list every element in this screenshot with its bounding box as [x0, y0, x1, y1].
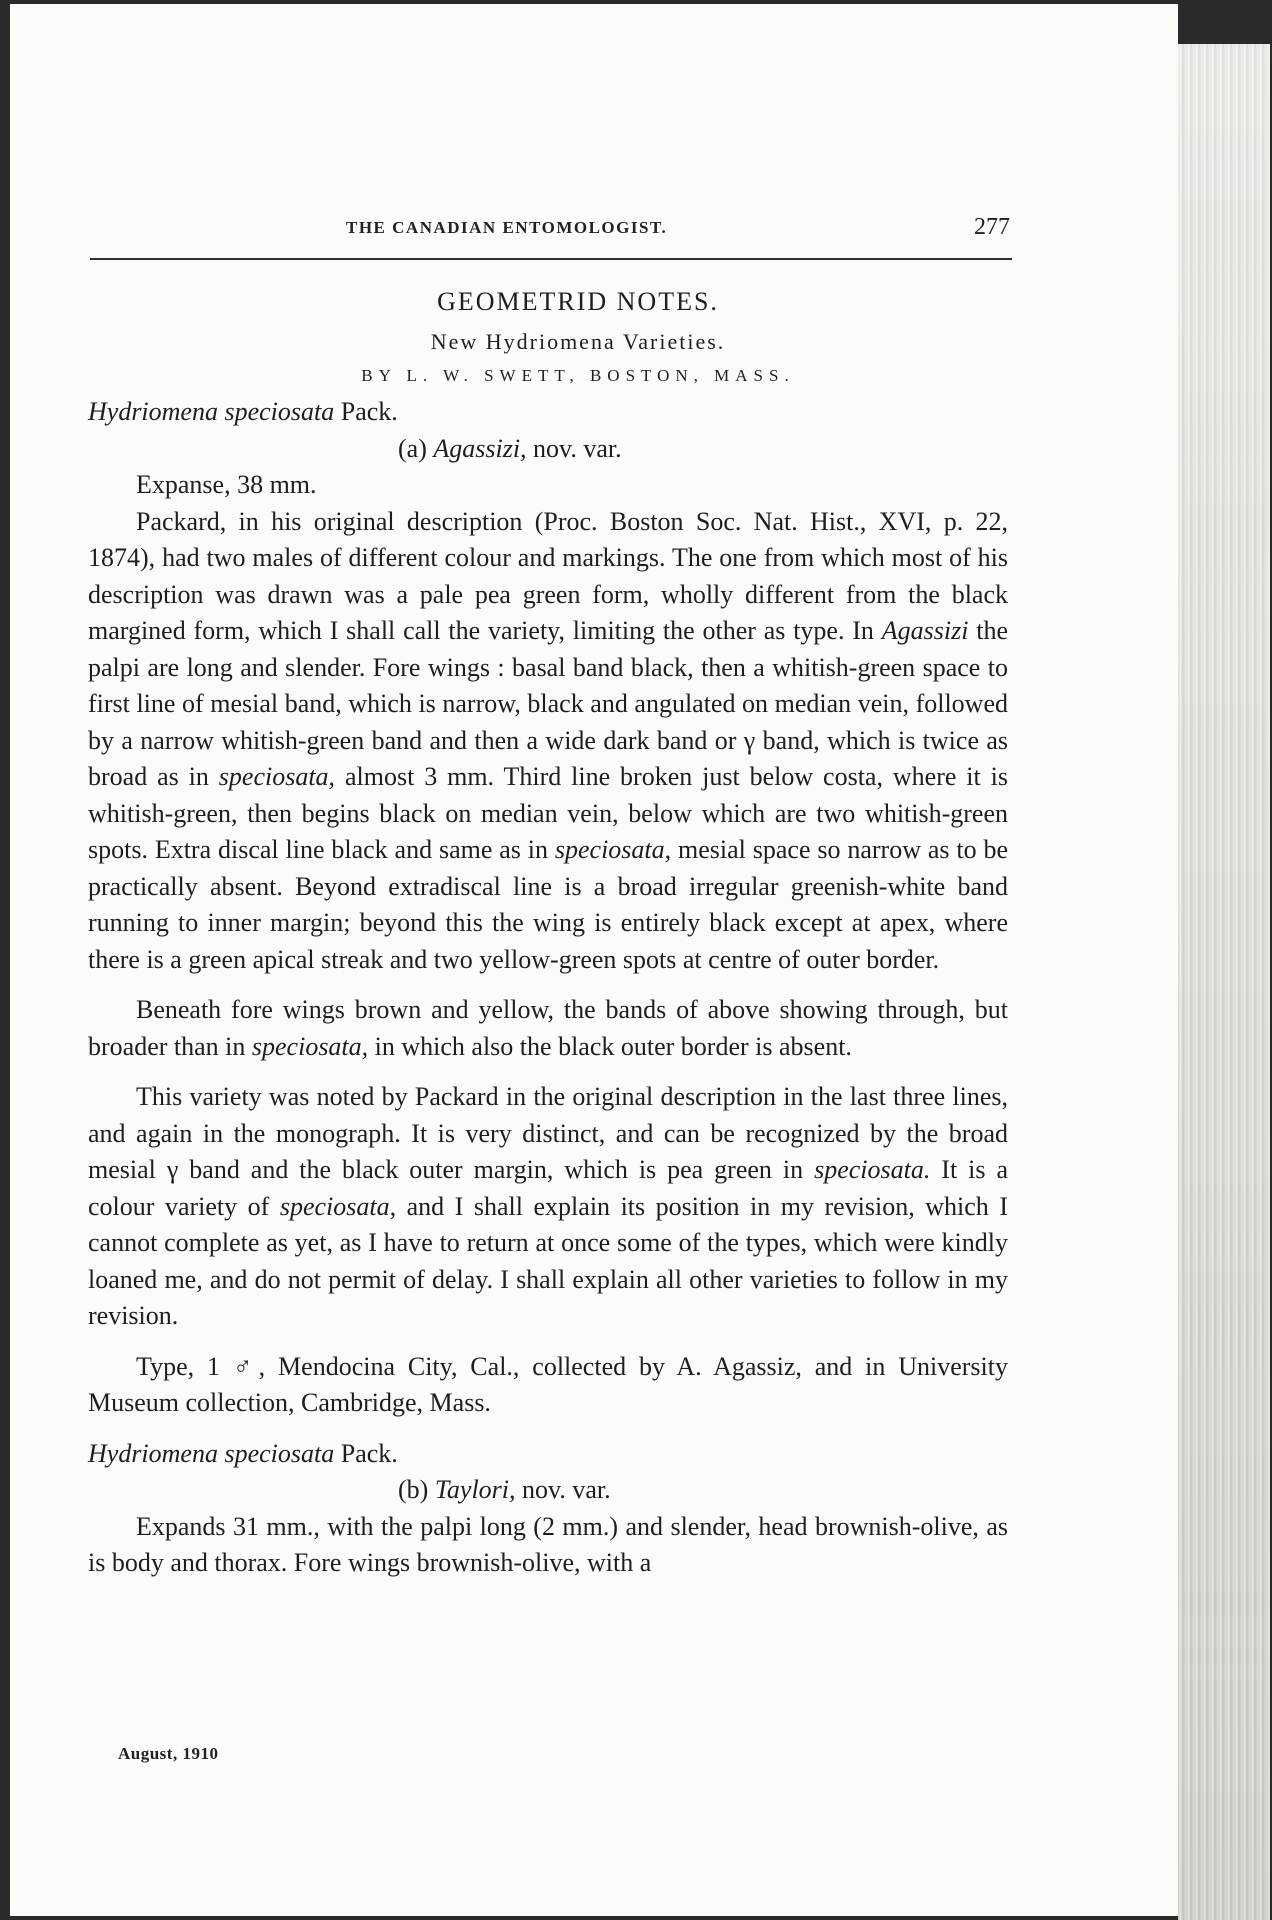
text-run: It is a colour variety of: [88, 1155, 1009, 1221]
variety-name: Taylori,: [434, 1475, 516, 1504]
paragraph-gap: [88, 1422, 1008, 1436]
paragraph-gap: [88, 1065, 1008, 1079]
italic-run: Agassizi: [881, 616, 969, 645]
paragraph-gap: [88, 978, 1008, 992]
text-run: almost 3 mm. Third line broken just below costa, where it is whitish-green, then begins black on median vein, below which are two whitish-green spots. Extra discal line black and same as in: [88, 762, 1008, 864]
book-page-edges: [1178, 44, 1270, 1920]
species-name: Hydriomena speciosata: [88, 1438, 335, 1468]
italic-run: speciosata,: [218, 762, 336, 791]
article-subtitle: New Hydriomena Varieties.: [430, 329, 726, 354]
variety-heading-a: [88, 431, 1008, 468]
text-run: mesial space so narrow as to be practically absent. Beyond extradiscal line is a broad irregular greenish-white band running to inner margin; beyond this the wing is entirely black except at apex, where there is a green apical streak and two yellow-green spots at centre of outer border.: [88, 835, 1009, 974]
variety-prefix: (a): [398, 433, 427, 463]
text-run: Packard, in his original description (Proc. Boston Soc. Nat. Hist., XVI, p. 22, 1874), had two males of different colour and markings. The one from which most of his description was drawn was a pale pea green form, wholly different from the black margined form, which I shall call the variety, limiting the other as type. In: [88, 506, 1008, 645]
book-page: [10, 4, 1178, 1916]
variety-suffix: nov. var.: [533, 433, 622, 463]
page-number: 277: [974, 214, 1010, 240]
paragraph-variety-note: [88, 1079, 1008, 1335]
italic-run: speciosata.: [814, 1155, 931, 1184]
paragraph-description: [88, 504, 1008, 979]
page-header: [90, 214, 1010, 252]
header-rule: [90, 258, 1012, 260]
paragraph-taylori: Expands 31 mm., with the palpi long (2 mm.) and slender, head brownish-olive, as is body and thorax. Fore wings brownish-olive, with a: [88, 1511, 1008, 1577]
article-byline: BY L. W. SWETT, BOSTON, MASS.: [361, 366, 795, 385]
species-author: Pack.: [340, 397, 398, 426]
variety-suffix: nov. var.: [522, 1475, 611, 1504]
text-run: Beneath fore wings brown and yellow, the bands of above showing through, but broader than in: [88, 995, 1008, 1061]
variety-name: Agassizi,: [433, 433, 527, 463]
italic-run: speciosata,: [251, 1031, 369, 1061]
species-author: Pack.: [340, 1438, 398, 1468]
paragraph-gap: [88, 1335, 1008, 1349]
text-run: and I shall explain its position in my revision, which I cannot complete as yet, as I have to return at once some of the types, which were kindly loaned me, and do not permit of delay. I shall explain all other varieties to follow in my revision.: [88, 1191, 1008, 1330]
article-title: GEOMETRID NOTES.: [437, 287, 719, 316]
variety-heading-b: [88, 1472, 1008, 1509]
species-heading-b: [88, 1436, 1008, 1473]
paragraph-type: Type, 1 ♂, Mendocina City, Cal., collected by A. Agassiz, and in University Museum collection, Cambridge, Mass.: [88, 1351, 1008, 1417]
text-run: This variety was noted by Packard in the original description in the last three lines, and again in the monograph. It is very distinct, and can be recognized by the broad mesial γ band and the black outer margin, which is pea green in: [88, 1082, 1008, 1184]
species-name: Hydriomena speciosata: [88, 397, 335, 426]
footer-date: August, 1910: [118, 1744, 219, 1763]
variety-prefix: (b): [398, 1475, 429, 1504]
paragraph-beneath: [88, 992, 1008, 1065]
text-run: in which also the black outer border is absent.: [368, 1031, 852, 1061]
running-title: THE CANADIAN ENTOMOLOGIST.: [346, 218, 668, 237]
text-run: the palpi are long and slender. Fore wings : basal band black, then a whitish-green space to first line of mesial band, which is narrow, black and angulated on median vein, followed by a narrow whitish-green band and then a wide dark band or γ band, which is twice as broad as in: [88, 616, 1008, 791]
expanse-line: Expanse, 38 mm.: [136, 470, 317, 499]
italic-run: speciosata,: [554, 835, 672, 864]
article-body: [88, 284, 1008, 1582]
species-heading-a: [88, 394, 1008, 431]
italic-run: speciosata,: [279, 1191, 397, 1221]
